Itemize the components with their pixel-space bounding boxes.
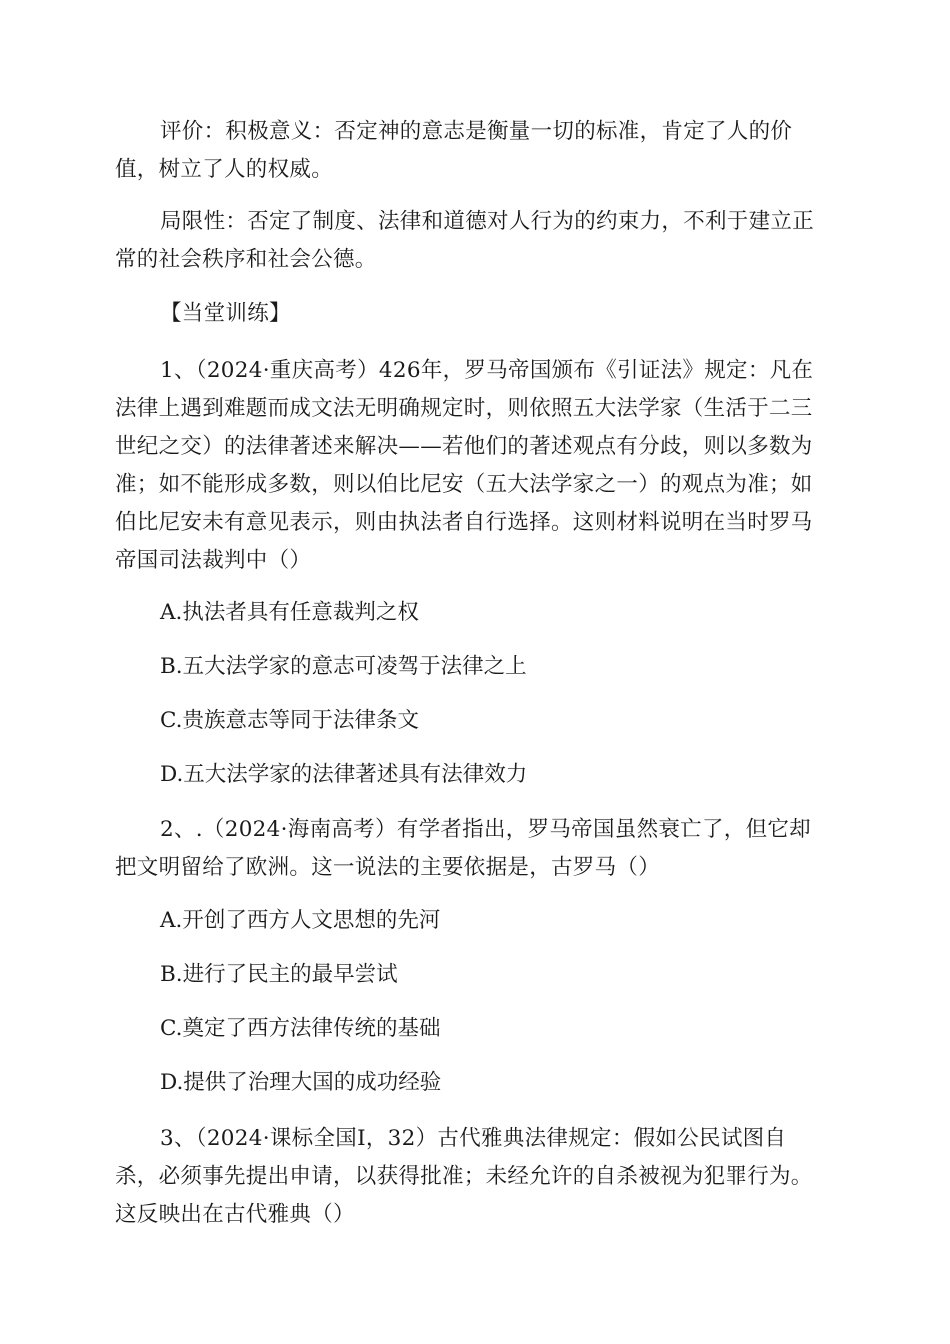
question-1-option-a: A.执法者具有任意裁判之权 [160, 600, 419, 625]
question-2-option-d: D.提供了治理大国的成功经验 [160, 1070, 442, 1095]
question-2-option-b: B.进行了民主的最早尝试 [160, 962, 398, 987]
question-2-option-c: C.奠定了西方法律传统的基础 [160, 1016, 441, 1041]
evaluation-positive: 评价：积极意义：否定神的意志是衡量一切的标准，肯定了人的价值，树立了人的权威。 [115, 119, 793, 182]
question-3-stem: 3、（2024·课标全国Ⅰ，32）古代雅典法律规定：假如公民试图自杀，必须事先提出申请，以获得批准；未经允许的自杀被视为犯罪行为。这反映出在古代雅典（） [115, 1126, 813, 1227]
question-2-option-a: A.开创了西方人文思想的先河 [160, 908, 441, 933]
question-1-stem: 1、（2024·重庆高考）426年，罗马帝国颁布《引证法》规定：凡在法律上遇到难题而成文法无明确规定时，则依照五大法学家（生活于二三世纪之交）的法律著述来解决——若他们的著述观点有分歧，则以多数为准；如不能形成多数，则以伯比尼安（五大法学家之一）的观点为准；如伯比尼安未有意见表示，则由执法者自行选择。这则材料说明在当时罗马帝国司法裁判中（） [115, 358, 814, 573]
evaluation-limitation: 局限性：否定了制度、法律和道德对人行为的约束力，不利于建立正常的社会秩序和社会公德。 [115, 209, 815, 272]
question-2-stem: 2、.（2024·海南高考）有学者指出，罗马帝国虽然衰亡了，但它却把文明留给了欧洲。这一说法的主要依据是，古罗马（） [115, 817, 811, 880]
question-1-option-d: D.五大法学家的法律著述具有法律效力 [160, 762, 528, 787]
question-1-option-b: B.五大法学家的意志可凌驾于法律之上 [160, 654, 527, 679]
section-title: 【当堂训练】 [160, 301, 291, 326]
question-1-option-c: C.贵族意志等同于法律条文 [160, 708, 420, 733]
